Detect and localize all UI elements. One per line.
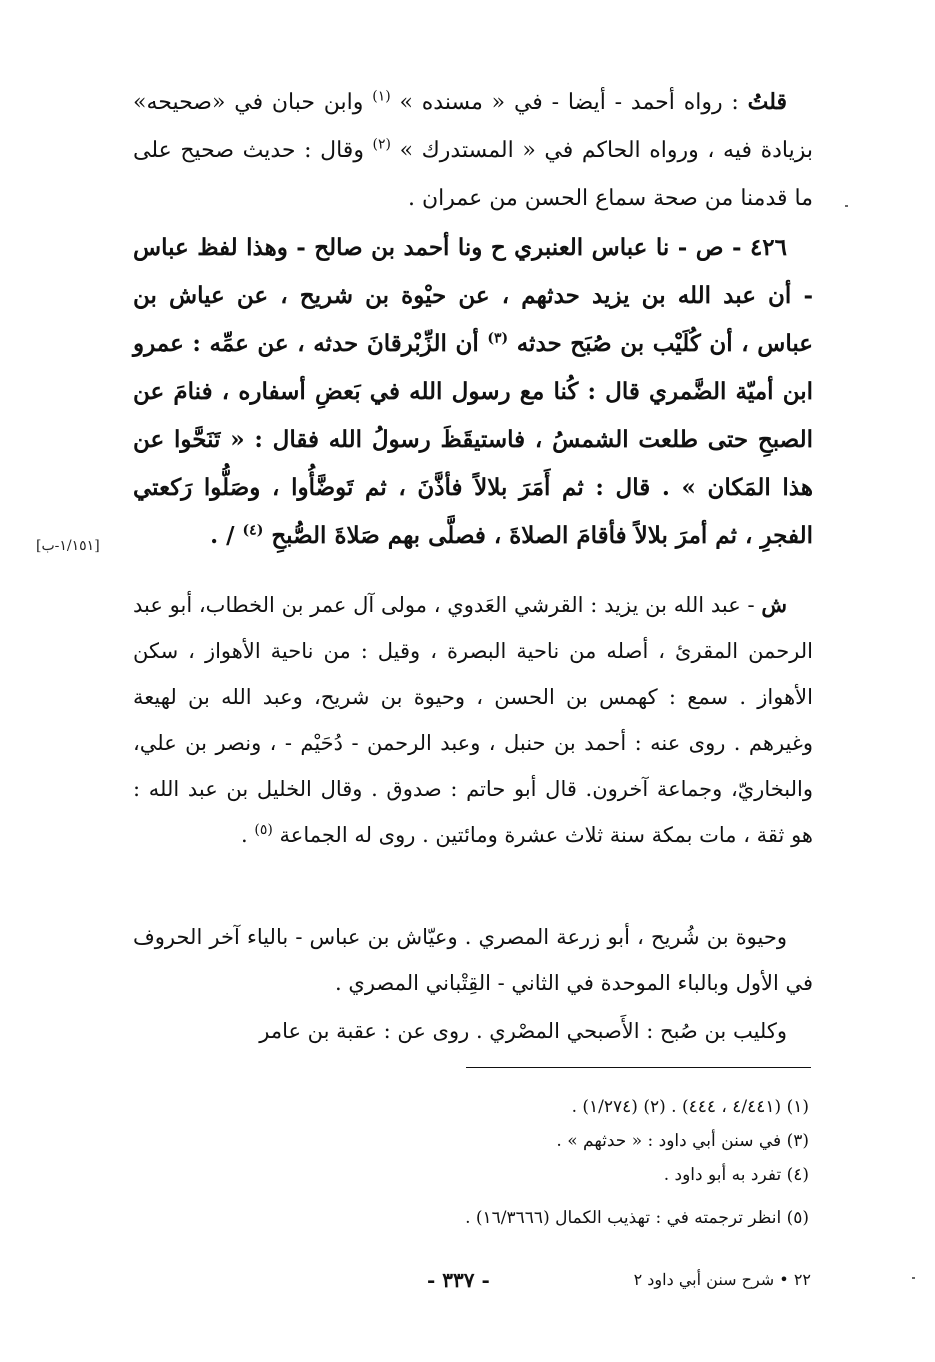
paragraph-text: وقال : حديث صحيح على ما قدمنا من صحة سماع الحسن من عمران . — [133, 138, 813, 211]
footnote: (٣) في سنن أبي داود : « حدثهم » . — [556, 1131, 809, 1151]
commentary-paragraph — [133, 1008, 813, 1054]
footnote-marker: (١) — [372, 88, 391, 105]
paragraph-text: . — [241, 823, 255, 847]
paragraph-qultu — [133, 78, 813, 223]
paragraph-text: : رواه أحمد - أيضا - في « مسنده » — [390, 90, 748, 115]
footnote: (٤) تفرد به أبو داود . — [663, 1165, 809, 1185]
footnote: (٥) انظر ترجمته في : تهذيب الكمال (١٦/٣٦٦٦) . — [465, 1208, 809, 1228]
footnote-marker: (٣) — [487, 330, 509, 347]
page-number: - ٣٣٧ - — [427, 1268, 490, 1292]
hadith-text-part: / . — [210, 522, 243, 549]
running-head: ٢٢ • شرح سنن أبي داود ٢ — [633, 1270, 811, 1289]
paragraph-text: وكليب بن صُبح : الأَصبحي المصْري . روى عن : عقبة بن عامر — [259, 1019, 787, 1043]
footnote-marker: (٢) — [372, 136, 391, 153]
paragraph-lead-word: ش — [761, 592, 787, 617]
commentary-paragraph — [133, 914, 813, 1006]
paragraph-text: وحيوة بن شُريح ، أبو زرعة المصري . وعيّاش بن عباس - بالياء آخر الحروف في الأول وبالباء الموحدة في الثاني - القِتْباني المصري . — [133, 925, 813, 995]
hadith-text — [133, 224, 813, 560]
scan-speck — [912, 1277, 915, 1279]
footnote-marker: (٤) — [242, 522, 264, 539]
paragraph-text: وابن حبان في «صحيحه» بزيادة فيه ، ورواه الحاكم في « المستدرك » — [133, 90, 813, 163]
paragraph-lead-word: قلتُ — [747, 89, 788, 115]
footnote-separator — [466, 1067, 811, 1068]
commentary-paragraph — [133, 582, 813, 858]
paragraph-text: - عبد الله بن يزيد : القرشي العَدوي ، مولى آل عمر بن الخطاب، أبو عبد الرحمن المقرئ ، أصله من ناحية البصرة ، وقيل : من ناحية الأهواز ، سكن الأهواز . سمع : كهمس بن الحسن ، وحيوة بن شريح، وعبد الله بن لهيعة وغيرهم . روى عنه : أحمد بن حنبل ، وعبد الرحمن - دُحَيْم - ، ونصر بن علي، والبخاريّ، وجماعة آخرون. قال أبو حاتم : صدوق . وقال الخليل بن عبد الله : هو ثقة ، مات بمكة سنة ثلاث عشرة ومائتين . روى له الجماعة — [133, 593, 813, 847]
scan-speck — [845, 205, 848, 207]
footnote-marker: (٥) — [254, 822, 273, 838]
hadith-text-part: أن الزِّبْرقانَ حدثه ، عن عمِّه : عمرو ابن أميّة الضَّمري قال : كُنا مع رسول الله في بَعضِ أسفاره ، فنامَ عن الصبحِ حتى طلعت الشمسُ ، فاستيقَظَ رسولُ الله فقال : « تَنَحَّوا عن هذا المَكان » . قال : ثم أَمَرَ بلالاً فأذَّنَ ، ثم تَوضَّأُوا ، وصَلُّوا رَكعتي الفجرِ ، ثم أمرَ بلالاً فأقامَ الصلاةَ ، فصلَّى بهم صَلاةَ الصُّبحِ — [133, 330, 813, 549]
manuscript-folio-reference: [١/١٥١-ب] — [36, 538, 100, 554]
footnote: (١) (٤/٤٤١ ، ٤٤٤) . (٢) (١/٢٧٤) . — [571, 1097, 809, 1117]
hadith-text-part: ٤٢٦ - ص - نا عباس العنبري ح ونا أحمد بن صالح - وهذا لفظ عباس - أن عبد الله بن يزيد حدثهم ، عن حيْوة بن شريح ، عن عياش بن عباس ، أن كُلَيْب بن صُبَح حدثه — [133, 234, 813, 357]
